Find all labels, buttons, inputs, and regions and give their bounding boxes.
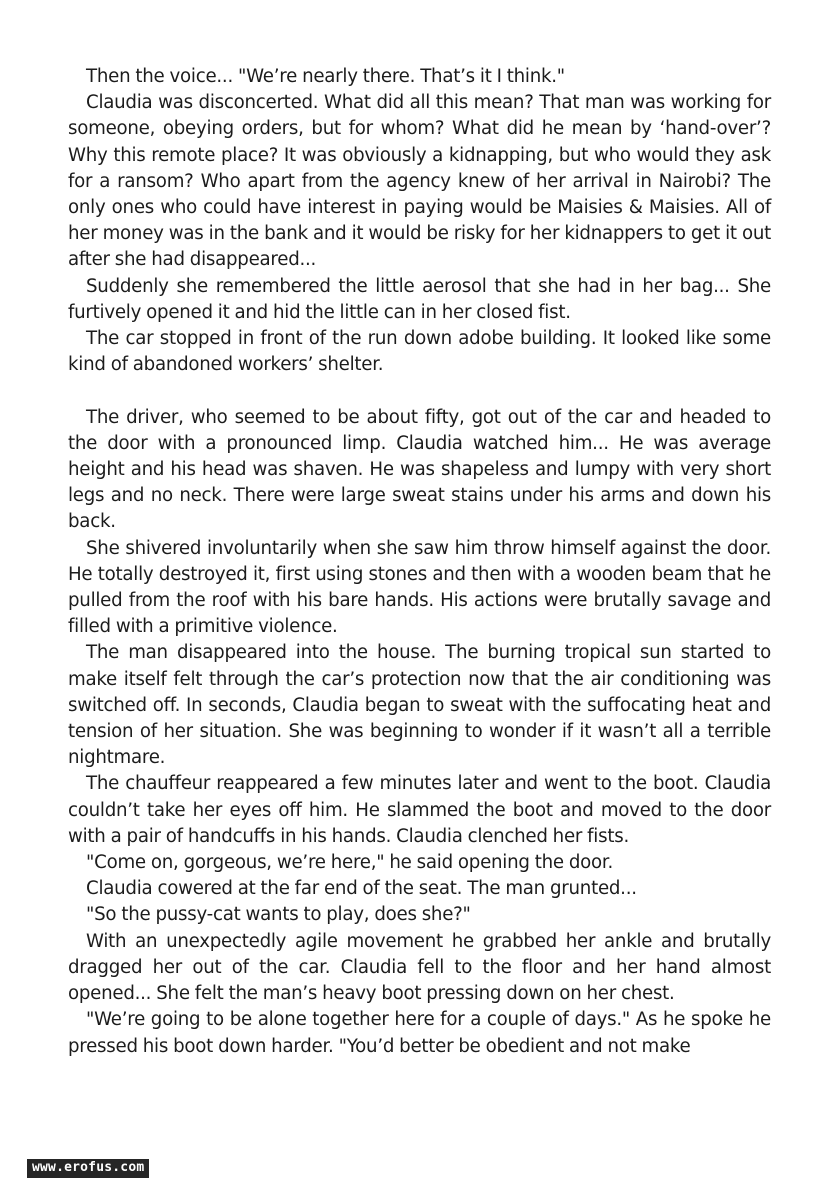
paragraph: The chauffeur reappeared a few minutes later and went to the boot. Claudia couldn’t take her eyes off him. He slammed the boot and moved to the door with a pair of handcuffs in his hands. Claudia clenched her fists. — [68, 773, 771, 847]
paragraph: Then the voice... "We’re nearly there. That’s it I think." — [86, 66, 565, 87]
paragraph: Claudia cowered at the far end of the seat. The man grunted... — [86, 878, 637, 900]
paragraph: The driver, who seemed to be about fifty, got out of the car and headed to the door with a pronounced limp. Claudia watched him... He was average height and his head was shaven. He was shapeless and lumpy with very short legs and no neck. There were large sweat stains under his arms and down his back. — [68, 406, 771, 533]
paragraph: The car stopped in front of the run down adobe building. It looked like some kind of abandoned workers’ shelter. — [68, 328, 771, 376]
page-body-text — [68, 64, 771, 1060]
site-watermark: www.erofus.com — [27, 1159, 149, 1178]
paragraph: The man disappeared into the house. The burning tropical sun started to make itself felt through the car’s protection now that the air conditioning was switched off. In seconds, Claudia began to sweat with the suffocating heat and tension of her situation. She was beginning to wonder if it wasn’t all a terrible nightmare. — [68, 642, 771, 769]
paragraph: "So the pussy-cat wants to play, does she?" — [86, 904, 471, 926]
paragraph: Suddenly she remembered the little aerosol that she had in her bag... She furtively opened it and hid the little can in her closed fist. — [68, 275, 771, 323]
paragraph: Claudia was disconcerted. What did all this mean? That man was working for someone, obeying orders, but for whom? What did he mean by ‘hand-over’? Why this remote place? It was obviously a kidnapping, but who would they ask for a ransom? Who apart from the agency knew of her arrival in Nairobi? The only ones who could have interest in paying would be Maisies & Maisies. All of her money was in the bank and it would be risky for her kidnappers to get it out after she had disappeared... — [68, 92, 771, 271]
paragraph: "We’re going to be alone together here for a couple of days." As he spoke he pressed his boot down harder. "You’d better be obedient and not make — [68, 1009, 771, 1057]
paragraph: She shivered involuntarily when she saw him throw himself against the door. He totally destroyed it, first using stones and then with a wooden beam that he pulled from the roof with his bare hands. His actions were brutally savage and filled with a primitive violence. — [68, 537, 771, 638]
paragraph: "Come on, gorgeous, we’re here," he said opening the door. — [86, 852, 613, 874]
paragraph: With an unexpectedly agile movement he grabbed her ankle and brutally dragged her out of the car. Claudia fell to the floor and her hand almost opened... She felt the man’s heavy boot pressing down on her chest. — [68, 930, 771, 1005]
